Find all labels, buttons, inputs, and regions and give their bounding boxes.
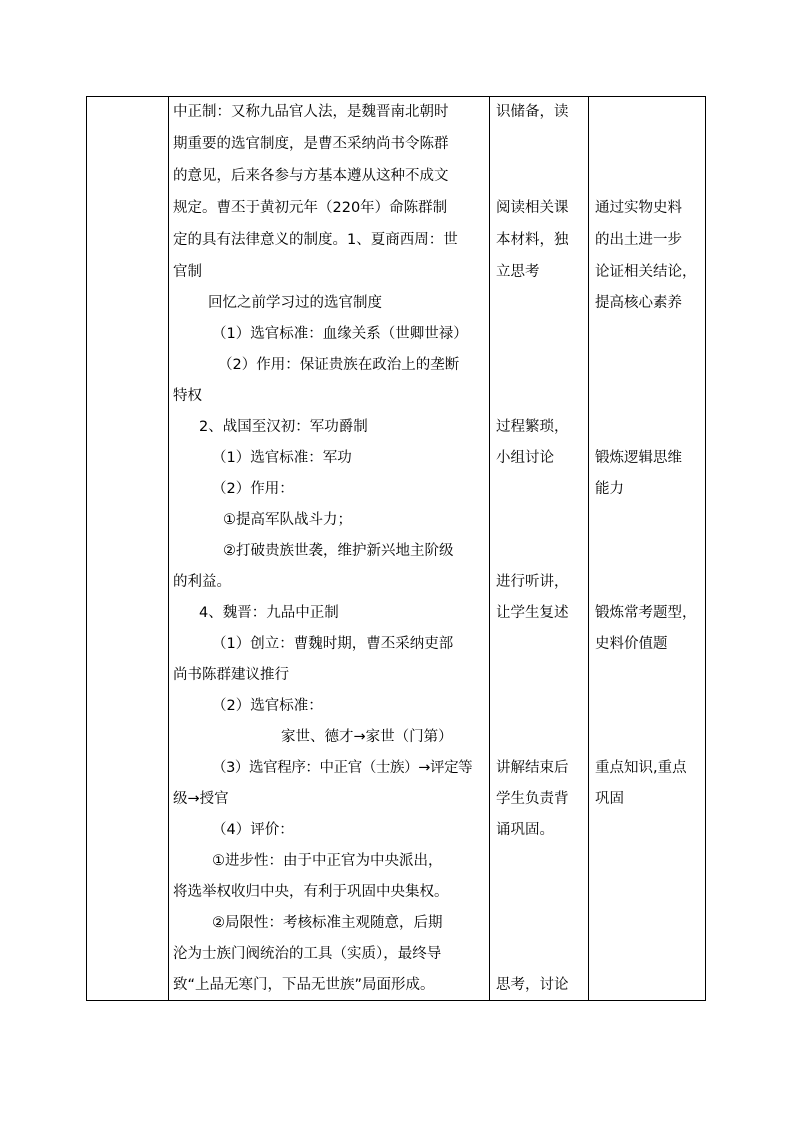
intent-line: 巩固 xyxy=(595,791,624,807)
content-line: 家世、德才→家世（门第） xyxy=(281,729,453,745)
content-line: 4、魏晋：九品中正制 xyxy=(199,605,339,621)
content-line: （1）选官标准：军功 xyxy=(212,450,352,466)
content-line: （1）选官标准：血缘关系（世卿世禄） xyxy=(212,326,468,342)
content-line: ②局限性：考核标准主观随意，后期 xyxy=(212,915,443,931)
activity-line: 阅读相关课 xyxy=(496,200,569,216)
content-line: 的意见，后来各参与方基本遵从这种不成文 xyxy=(173,168,449,184)
content-line: 回忆之前学习过的选官制度 xyxy=(208,295,382,311)
activity-line: 识储备，读 xyxy=(496,104,569,120)
content-line: 沦为士族门阀统治的工具（实质），最终导 xyxy=(173,946,442,962)
content-line: （3）选官程序：中正官（士族）→评定等 xyxy=(212,760,473,776)
intent-line: 论证相关结论， xyxy=(595,264,697,280)
table-cell-design-intent xyxy=(588,97,705,1000)
content-line: 尚书陈群建议推行 xyxy=(173,667,289,683)
content-line: 将选举权收归中央，有利于巩固中央集权。 xyxy=(173,884,449,900)
activity-line: 小组讨论 xyxy=(496,450,554,466)
activity-line: 讲解结束后 xyxy=(496,760,569,776)
content-line: （4）评价： xyxy=(212,822,294,838)
content-line: （1）创立：曹魏时期，曹丕采纳吏部 xyxy=(212,636,454,652)
activity-line: 进行听讲， xyxy=(496,574,569,590)
intent-line: 史料价值题 xyxy=(595,636,668,652)
content-line: ②打破贵族世袭，维护新兴地主阶级 xyxy=(223,543,454,559)
content-line: （2）作用：保证贵族在政治上的垄断 xyxy=(218,357,460,373)
intent-line: 锻炼常考题型， xyxy=(595,605,697,621)
lesson-table xyxy=(86,96,706,1001)
content-line: 级→授官 xyxy=(173,791,229,807)
content-line: 2、战国至汉初：军功爵制 xyxy=(199,419,368,435)
intent-line: 提高核心素养 xyxy=(595,295,682,311)
content-line: ①提高军队战斗力； xyxy=(223,512,352,528)
activity-line: 思考，讨论 xyxy=(496,977,569,993)
content-line: （2）作用： xyxy=(212,481,294,497)
activity-line: 诵巩固。 xyxy=(496,822,554,838)
intent-line: 能力 xyxy=(595,481,624,497)
activity-line: 让学生复述 xyxy=(496,605,569,621)
content-line: 的利益。 xyxy=(173,574,231,590)
content-line: 官制 xyxy=(173,264,202,280)
activity-line: 立思考 xyxy=(496,264,540,280)
content-line: 特权 xyxy=(173,388,202,404)
activity-line: 本材料，独 xyxy=(496,232,569,248)
activity-line: 学生负责背 xyxy=(496,791,569,807)
activity-line: 过程繁琐， xyxy=(496,419,569,435)
content-line: 致“上品无寒门，下品无世族”局面形成。 xyxy=(173,977,435,993)
table-cell-content xyxy=(168,97,489,1000)
content-line: ①进步性：由于中正官为中央派出， xyxy=(212,853,443,869)
content-line: 期重要的选官制度，是曹丕采纳尚书令陈群 xyxy=(173,136,449,152)
content-line: 定的具有法律意义的制度。1、夏商西周：世 xyxy=(173,232,458,248)
intent-line: 重点知识,重点 xyxy=(595,760,687,776)
intent-line: 通过实物史料 xyxy=(595,200,682,216)
content-line: （2）选官标准： xyxy=(212,698,323,714)
table-cell-student-activity xyxy=(489,97,588,1000)
table-cell-label xyxy=(87,97,168,1000)
content-line: 规定。曹丕于黄初元年（220年）命陈群制 xyxy=(173,200,448,216)
intent-line: 的出土进一步 xyxy=(595,232,682,248)
content-line: 中正制：又称九品官人法，是魏晋南北朝时 xyxy=(173,104,449,120)
intent-line: 锻炼逻辑思维 xyxy=(595,450,682,466)
